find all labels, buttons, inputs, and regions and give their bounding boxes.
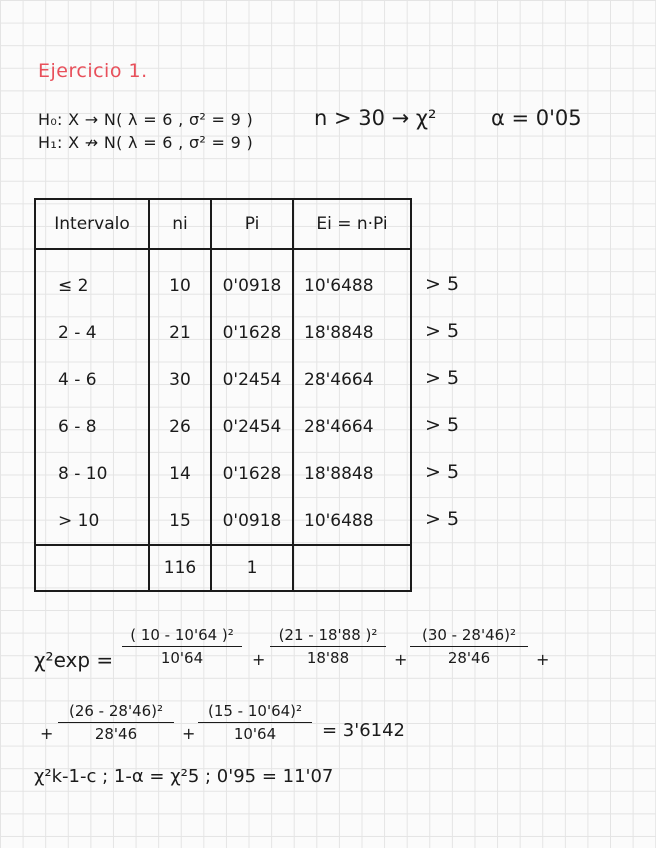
fraction-3 [410, 626, 528, 667]
plus-sign: + [252, 650, 266, 669]
chi-exp-result: = 3'6142 [322, 720, 406, 741]
cell-total-ni: 116 [149, 545, 211, 591]
header-pi: Pi [211, 199, 293, 249]
check-expected-2: > 5 [425, 320, 460, 342]
cell-ei: 28'4664 [293, 403, 411, 450]
fraction-2-numerator: (21 - 18'88 )² [270, 626, 386, 647]
frequency-table [34, 198, 412, 592]
cell-ni: 26 [149, 403, 211, 450]
fraction-5-denominator: 10'64 [233, 725, 277, 743]
critical-value: χ²k-1-c ; 1-α = χ²5 ; 0'95 = 11'07 [34, 766, 334, 787]
table-row [35, 356, 411, 403]
cell-interval: 4 - 6 [35, 356, 149, 403]
table-row [35, 309, 411, 356]
check-expected-3: > 5 [425, 367, 460, 389]
cell-ei: 18'8848 [293, 309, 411, 356]
cell-ei: 10'6488 [293, 497, 411, 545]
plus-sign: + [536, 650, 550, 669]
fraction-2-denominator: 18'88 [306, 649, 350, 667]
check-expected-4: > 5 [425, 414, 460, 436]
fraction-4-denominator: 28'46 [94, 725, 138, 743]
cell-interval: ≤ 2 [35, 249, 149, 309]
cell-ei: 10'6488 [293, 249, 411, 309]
totals-row [35, 545, 411, 591]
fraction-5-numerator: (15 - 10'64)² [198, 702, 312, 723]
plus-sign: + [394, 650, 408, 669]
cell-pi: 0'1628 [211, 309, 293, 356]
cell-ei: 28'4664 [293, 356, 411, 403]
chi-exp-label: χ²exp = [34, 648, 114, 672]
header-interval: Intervalo [35, 199, 149, 249]
header-ei: Ei = n·Pi [293, 199, 411, 249]
cell-interval: 6 - 8 [35, 403, 149, 450]
sample-size-condition: n > 30 → χ² [314, 106, 437, 130]
table-row [35, 497, 411, 545]
cell-interval: > 10 [35, 497, 149, 545]
cell-total-empty [35, 545, 149, 591]
cell-pi: 0'1628 [211, 450, 293, 497]
check-expected-6: > 5 [425, 508, 460, 530]
cell-pi: 0'0918 [211, 249, 293, 309]
cell-ei: 18'8848 [293, 450, 411, 497]
exercise-title: Ejercicio 1. [38, 60, 148, 82]
table-header-row [35, 199, 411, 249]
null-hypothesis: H₀: X → N( λ = 6 , σ² = 9 ) [38, 110, 253, 129]
cell-ni: 10 [149, 249, 211, 309]
cell-total-empty-ei [293, 545, 411, 591]
cell-ni: 15 [149, 497, 211, 545]
table-row [35, 249, 411, 309]
fraction-3-denominator: 28'46 [447, 649, 491, 667]
cell-ni: 21 [149, 309, 211, 356]
significance-level: α = 0'05 [491, 106, 582, 130]
fraction-2 [270, 626, 386, 667]
plus-sign: + [40, 724, 54, 743]
check-expected-1: > 5 [425, 273, 460, 295]
cell-pi: 0'2454 [211, 403, 293, 450]
fraction-1-denominator: 10'64 [160, 649, 204, 667]
cell-ni: 14 [149, 450, 211, 497]
fraction-1 [122, 626, 242, 667]
cell-pi: 0'0918 [211, 497, 293, 545]
table-row [35, 450, 411, 497]
fraction-4-numerator: (26 - 28'46)² [58, 702, 174, 723]
table-row [35, 403, 411, 450]
fraction-4 [58, 702, 174, 743]
cell-pi: 0'2454 [211, 356, 293, 403]
cell-ni: 30 [149, 356, 211, 403]
fraction-5 [198, 702, 312, 743]
cell-interval: 2 - 4 [35, 309, 149, 356]
cell-total-pi: 1 [211, 545, 293, 591]
alternative-hypothesis: H₁: X ↛ N( λ = 6 , σ² = 9 ) [38, 133, 253, 152]
header-ni: ni [149, 199, 211, 249]
check-expected-5: > 5 [425, 461, 460, 483]
fraction-1-numerator: ( 10 - 10'64 )² [122, 626, 242, 647]
plus-sign: + [182, 724, 196, 743]
fraction-3-numerator: (30 - 28'46)² [410, 626, 528, 647]
cell-interval: 8 - 10 [35, 450, 149, 497]
